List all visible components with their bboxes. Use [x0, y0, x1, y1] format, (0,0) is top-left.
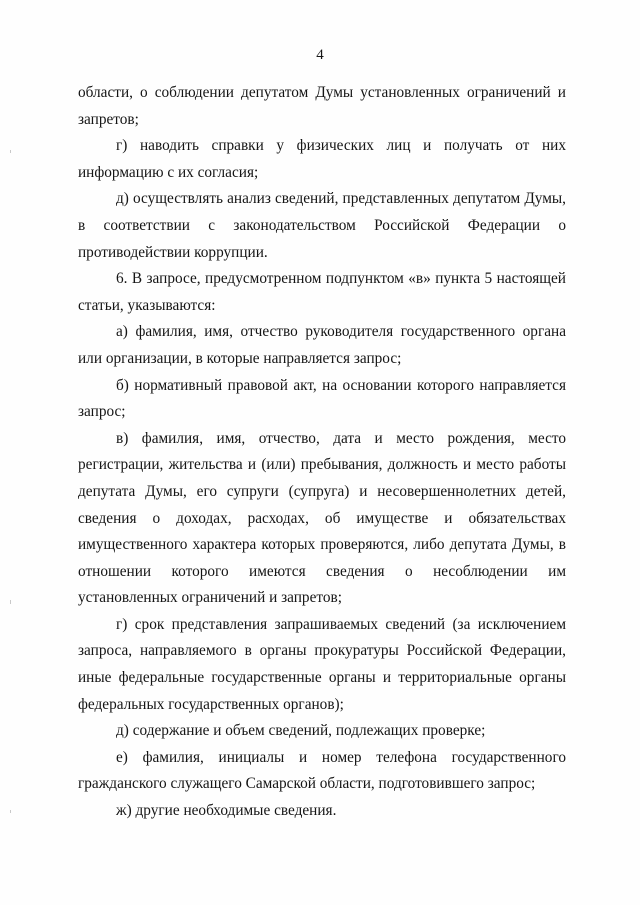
scan-speck [10, 810, 11, 813]
paragraph-item-g: г) наводить справки у физических лиц и получать от них информацию с их согласия; [78, 137, 566, 181]
paragraph-item-b: б) нормативный правовой акт, на основании которого направляется запрос; [78, 376, 566, 421]
scan-speck [10, 150, 11, 153]
scan-speck [10, 600, 11, 604]
paragraph-item-d-content: д) содержание и объем сведений, подлежащих проверке; [116, 722, 486, 740]
paragraph-item-g-term: г) срок представления запрашиваемых сведений (за исключением запроса, направляемого в органы прокуратуры Российской Федерации, иные федеральные государственные органы и территориальные органы федеральных государственных органов); [78, 615, 566, 713]
document-body [78, 80, 566, 825]
paragraph-continuation: области, о соблюдении депутатом Думы установленных ограничений и запретов; [78, 84, 566, 128]
paragraph-item-a: а) фамилия, имя, отчество руководителя государственного органа или организации, в которые направляется запрос; [78, 323, 566, 367]
paragraph-item-zh: ж) другие необходимые сведения. [116, 802, 337, 820]
paragraph-item-d: д) осуществлять анализ сведений, представленных депутатом Думы, в соответствии с законодательством Российской Федерации о противодействии коррупции. [78, 190, 566, 261]
paragraph-item-v: в) фамилия, имя, отчество, дата и место рождения, место регистрации, жительства и (или) пребывания, должность и место работы депутата Думы, его супруги (супруга) и несовершеннолетних детей, сведения о доходах, расходах, об имуществе и обязательствах имущественного характера которых проверяются, либо депутата Думы, в отношении которого имеются сведения о несоблюдении им установленных ограничений и запретов; [78, 429, 566, 607]
paragraph-article-6: 6. В запросе, предусмотренном подпунктом «в» пункта 5 настоящей статьи, указываются: [78, 270, 566, 314]
paragraph-item-e: е) фамилия, инициалы и номер телефона государственного гражданского служащего Самарской области, подготовившего запрос; [78, 748, 566, 793]
page-number: 4 [316, 47, 324, 63]
